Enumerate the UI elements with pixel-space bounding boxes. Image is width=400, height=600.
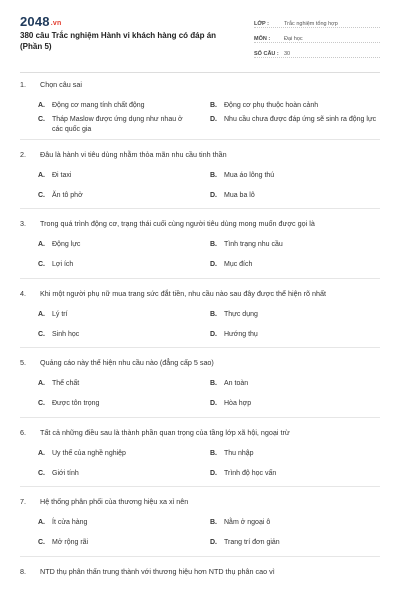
question-text: Tất cả những điều sau là thành phần quan trọng của tầng lớp xã hội, ngoại trừ (40, 427, 290, 437)
option-letter: D. (210, 400, 217, 407)
answer-option[interactable] (38, 310, 188, 320)
answer-option[interactable] (210, 240, 380, 250)
option-letter: D. (210, 330, 217, 338)
option-text: Giới tính (52, 469, 79, 477)
answer-option[interactable] (38, 538, 188, 548)
option-text: Động cơ mang tính chất động (52, 102, 145, 109)
question-number: 4. (20, 288, 26, 298)
answer-option[interactable] (210, 101, 380, 111)
option-text: Thu nhập (224, 449, 254, 457)
option-text: Mở rộng rãi (52, 539, 89, 546)
answer-option[interactable] (38, 518, 188, 528)
document-title: 380 câu Trắc nghiệm Hành vi khách hàng có đáp án (Phần 5) (20, 31, 217, 51)
option-letter: A. (38, 310, 45, 318)
option-text: Hòa hợp (224, 400, 252, 407)
meta-row-class (254, 14, 380, 28)
option-text: Tình trạng nhu cầu (224, 241, 283, 248)
page-header (0, 0, 400, 62)
question-title (20, 428, 380, 438)
answer-option[interactable] (38, 115, 188, 135)
option-letter: B. (210, 380, 217, 387)
option-text: Ít cửa hàng (52, 519, 88, 526)
option-text: Động cơ phụ thuộc hoàn cảnh (224, 102, 319, 109)
question-text: Đâu là hành vi tiêu dùng nhằm thỏa mãn nhu cầu tinh thần (40, 149, 227, 159)
option-text: Động lực (52, 241, 81, 248)
answer-option[interactable] (38, 101, 188, 111)
option-text: Được tôn trọng (52, 400, 100, 407)
option-letter: B. (210, 449, 217, 457)
answer-option[interactable] (210, 191, 380, 201)
question-divider (20, 208, 380, 209)
logo-suffix: .vn (50, 20, 62, 27)
question-text: NTD thụ phân thấn trung thành với thương hiệu hơn NTD thụ phân cao vì (40, 566, 275, 576)
answer-option[interactable] (210, 115, 380, 125)
answer-option[interactable] (210, 379, 380, 389)
option-text: Trang trí đơn giản (224, 539, 280, 546)
option-text: Mua áo lông thú (224, 171, 275, 179)
question-number: 5. (20, 358, 26, 367)
document-meta (254, 14, 380, 59)
logo-text: 2048 (20, 14, 50, 29)
option-letter: D. (210, 261, 217, 268)
meta-key: LỚP : (254, 21, 269, 27)
option-letter: D. (210, 469, 217, 477)
option-text: Uy thế của nghề nghiệp (52, 449, 126, 457)
option-text: Mua ba lô (224, 191, 255, 199)
meta-row-count (254, 44, 380, 58)
answer-option[interactable] (210, 310, 380, 320)
option-letter: B. (210, 310, 217, 318)
option-letter: A. (38, 241, 45, 248)
option-letter: C. (38, 191, 45, 199)
question-number: 1. (20, 80, 26, 89)
meta-value: Trắc nghiệm tổng hợp (284, 21, 338, 27)
answer-option[interactable] (210, 538, 380, 548)
option-text: Nhu cầu chưa được đáp ứng sẽ sinh ra động lực (224, 116, 377, 123)
question-number: 7. (20, 497, 26, 506)
option-text: An toàn (224, 380, 249, 387)
answer-option[interactable] (38, 449, 188, 459)
option-text: Lợi ích (52, 261, 74, 268)
answer-option[interactable] (210, 469, 380, 479)
header-divider (20, 72, 380, 73)
answer-option[interactable] (210, 171, 380, 181)
answer-option[interactable] (38, 330, 188, 340)
meta-value: Đại học (284, 36, 303, 42)
meta-key: SỐ CÂU : (254, 51, 279, 57)
question-divider (20, 347, 380, 348)
question-title (20, 497, 380, 507)
question-title (20, 289, 380, 299)
question-divider (20, 486, 380, 487)
question-text: Khi một người phụ nữ mua trang sức đắt tiền, nhu cầu nào sau đây được thể hiện rõ nhất (40, 288, 326, 298)
option-letter: B. (210, 519, 217, 526)
option-text: Mục đích (224, 261, 253, 268)
option-text: Lý trí (52, 310, 68, 318)
answer-option[interactable] (38, 469, 188, 479)
meta-row-subject (254, 29, 380, 43)
question-text: Hệ thống phân phối của thương hiệu xa xỉ nên (40, 497, 189, 506)
answer-option[interactable] (210, 260, 380, 270)
option-letter: A. (38, 102, 45, 109)
option-text: Nằm ở ngoại ô (224, 519, 271, 526)
option-text: Thể chất (52, 380, 80, 387)
option-text: Thực dụng (224, 310, 258, 318)
answer-option[interactable] (38, 260, 188, 270)
question-divider (20, 139, 380, 140)
option-text: Ăn tô phở (52, 191, 83, 199)
option-letter: B. (210, 102, 217, 109)
option-text: Trình độ học vấn (224, 469, 277, 477)
question-title (20, 80, 380, 90)
option-letter: B. (210, 241, 217, 248)
question-text: Trong quá trình động cơ, trạng thái cuối cùng người tiêu dùng mong muốn được gọi là (40, 219, 315, 228)
question-title (20, 150, 380, 160)
option-letter: C. (38, 400, 45, 407)
answer-option[interactable] (38, 191, 188, 201)
option-text: Sinh học (52, 330, 80, 338)
option-letter: D. (210, 116, 217, 123)
question-title (20, 567, 380, 577)
answer-option[interactable] (38, 171, 188, 181)
option-letter: C. (38, 116, 45, 123)
option-letter: D. (210, 539, 217, 546)
option-letter: C. (38, 330, 45, 338)
question-text: Quảng cáo này thể hiện nhu cầu nào (đẳng cấp 5 sao) (40, 358, 214, 367)
question-title (20, 358, 380, 368)
option-letter: D. (210, 191, 217, 199)
question-number: 8. (20, 566, 26, 576)
answer-option[interactable] (210, 449, 380, 459)
question-number: 6. (20, 427, 26, 437)
option-text: Tháp Maslow được ứng dụng như nhau ở các quốc gia (52, 116, 183, 133)
site-logo[interactable] (20, 14, 61, 29)
answer-option[interactable] (210, 518, 380, 528)
answer-option[interactable] (38, 399, 188, 409)
question-divider (20, 278, 380, 279)
answer-option[interactable] (210, 399, 380, 409)
option-letter: C. (38, 261, 45, 268)
answer-option[interactable] (38, 240, 188, 250)
option-letter: B. (210, 171, 217, 179)
question-divider (20, 417, 380, 418)
option-letter: C. (38, 469, 45, 477)
option-text: Đi taxi (52, 171, 72, 179)
option-letter: A. (38, 449, 45, 457)
question-title (20, 219, 380, 229)
question-text: Chọn câu sai (40, 80, 82, 89)
question-divider (20, 556, 380, 557)
meta-value: 30 (284, 51, 291, 57)
answer-option[interactable] (210, 330, 380, 340)
question-number: 2. (20, 149, 26, 159)
option-letter: A. (38, 171, 45, 179)
question-number: 3. (20, 219, 26, 228)
option-text: Hướng thụ (224, 330, 258, 338)
answer-option[interactable] (38, 379, 188, 389)
option-letter: A. (38, 380, 45, 387)
option-letter: A. (38, 519, 45, 526)
meta-key: MÔN : (254, 36, 271, 42)
option-letter: C. (38, 539, 45, 546)
